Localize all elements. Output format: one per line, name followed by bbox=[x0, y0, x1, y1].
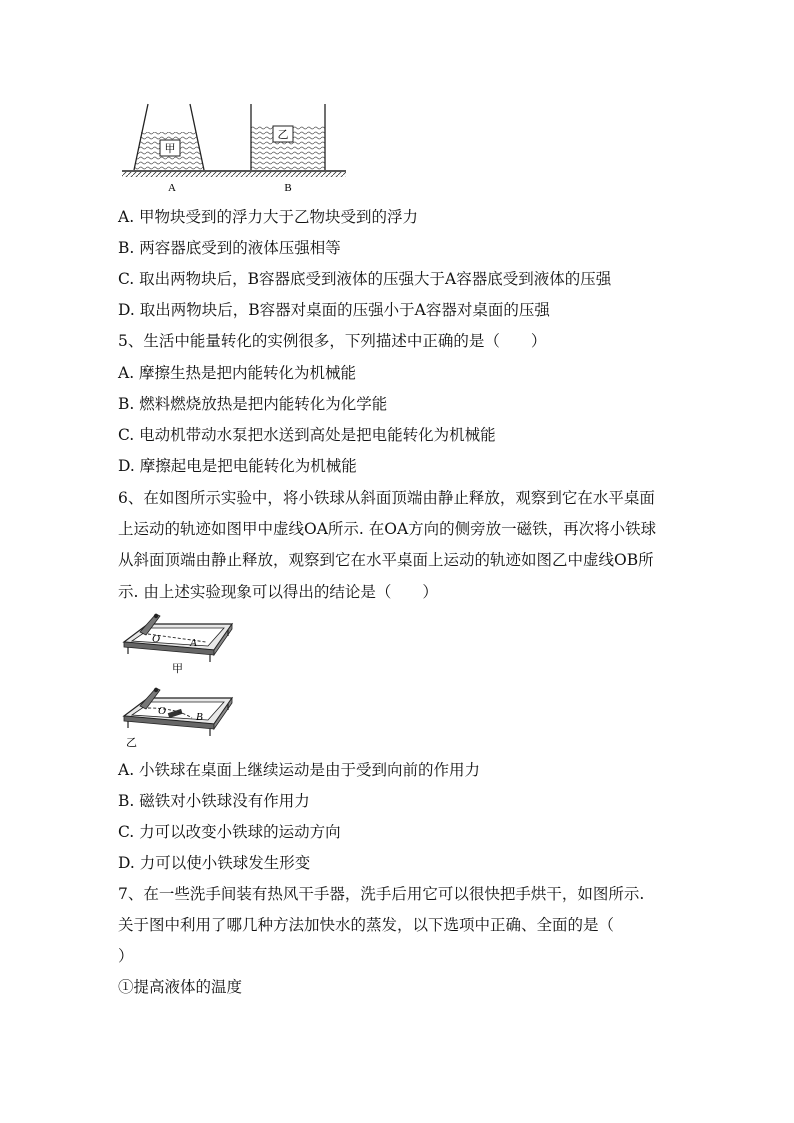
tray-yi-b: B bbox=[196, 711, 203, 723]
q6-option-a: A. 小铁球在桌面上继续运动是由于受到向前的作用力 bbox=[118, 761, 481, 779]
q6-stem-line-4: 示. 由上述实验现象可以得出的结论是（ ） bbox=[118, 583, 438, 601]
q7-stem-line-1: 7、在一些洗手间装有热风干手器，洗手后用它可以很快把手烘干，如图所示. bbox=[118, 885, 645, 903]
label-a: A bbox=[168, 182, 176, 194]
label-b: B bbox=[284, 182, 292, 194]
q4-option-d: D. 取出两物块后，B容器对桌面的压强小于A容器对桌面的压强 bbox=[118, 301, 550, 319]
tray-jia-a: A bbox=[190, 637, 197, 649]
q6-stem-line-1: 6、在如图所示实验中，将小铁球从斜面顶端由静止释放，观察到它在水平桌面 bbox=[118, 489, 655, 507]
tray-jia-caption: 甲 bbox=[172, 663, 183, 675]
block-yi-label: 乙 bbox=[277, 129, 289, 141]
q7-stem-line-2: 关于图中利用了哪几种方法加快水的蒸发，以下选项中正确、全面的是（ bbox=[118, 916, 615, 934]
tray-yi bbox=[124, 688, 232, 749]
q6-option-c: C. 力可以改变小铁球的运动方向 bbox=[118, 823, 341, 841]
trays-figure bbox=[118, 608, 238, 750]
containers-figure bbox=[118, 100, 348, 196]
q5-option-a: A. 摩擦生热是把内能转化为机械能 bbox=[118, 364, 357, 382]
q6-option-b: B. 磁铁对小铁球没有作用力 bbox=[118, 792, 310, 810]
q7-item-1: ①提高液体的温度 bbox=[118, 978, 243, 996]
q6-stem-line-2: 上运动的轨迹如图甲中虚线OA所示. 在OA方向的侧旁放一磁铁，再次将小铁球 bbox=[118, 520, 657, 538]
q6-stem-line-3: 从斜面顶端由静止释放，观察到它在水平桌面上运动的轨迹如图乙中虚线OB所 bbox=[118, 551, 654, 569]
q5-option-d: D. 摩擦起电是把电能转化为机械能 bbox=[118, 457, 357, 475]
q4-option-b: B. 两容器底受到的液体压强相等 bbox=[118, 239, 341, 257]
q6-option-d: D. 力可以使小铁球发生形变 bbox=[118, 854, 311, 872]
q4-option-a: A. 甲物块受到的浮力大于乙物块受到的浮力 bbox=[118, 208, 419, 226]
q5-option-c: C. 电动机带动水泵把水送到高处是把电能转化为机械能 bbox=[118, 426, 496, 444]
tray-yi-o: O bbox=[158, 705, 166, 717]
q7-stem-line-3: ） bbox=[118, 947, 134, 965]
tray-jia-o: O bbox=[152, 633, 160, 645]
q5-stem: 5、生活中能量转化的实例很多，下列描述中正确的是（ ） bbox=[118, 332, 547, 350]
q5-option-b: B. 燃料燃烧放热是把内能转化为化学能 bbox=[118, 395, 388, 413]
block-jia-label: 甲 bbox=[164, 143, 176, 155]
tray-jia bbox=[124, 614, 232, 675]
tray-yi-caption: 乙 bbox=[126, 737, 137, 749]
q4-option-c: C. 取出两物块后，B容器底受到液体的压强大于A容器底受到液体的压强 bbox=[118, 270, 612, 288]
